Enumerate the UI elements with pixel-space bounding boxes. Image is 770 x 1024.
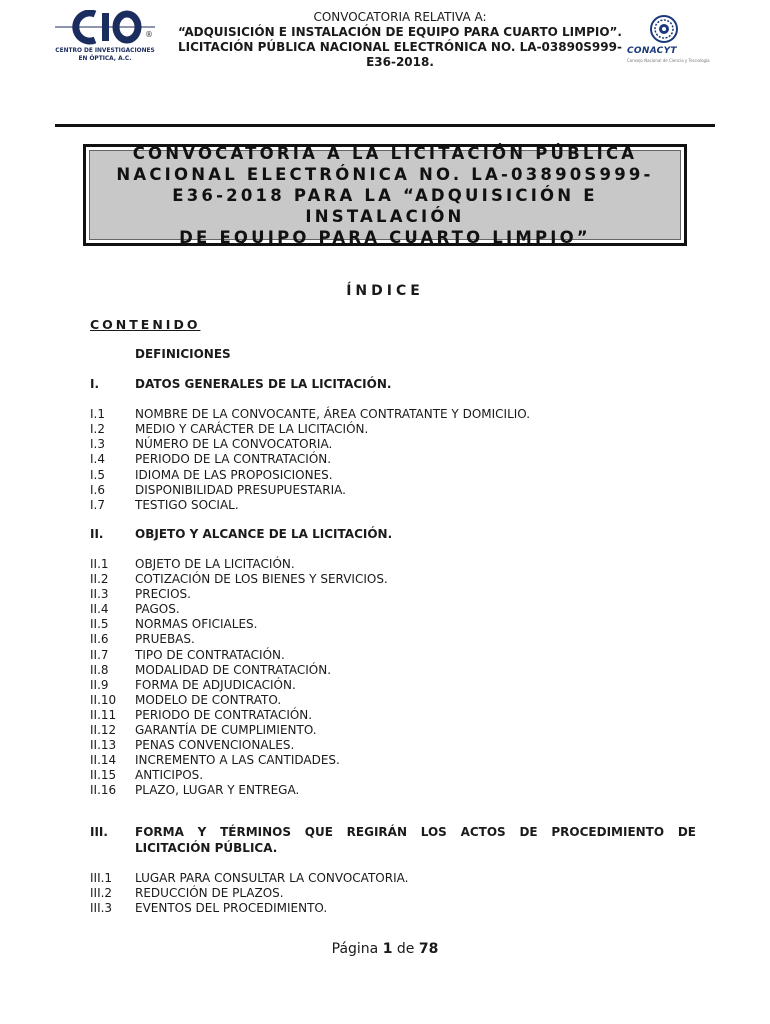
toc-item-label: PERIODO DE LA CONTRATACIÓN. [135,452,332,467]
header-line-2: “ADQUISICIÓN E INSTALACIÓN DE EQUIPO PARA CUARTO LIMPIO”. [178,25,622,39]
institution-name: CENTRO DE INVESTIGACIONES EN ÓPTICA, A.C. [55,46,155,62]
toc-item-number: I.4 [90,452,105,467]
contents-label: CONTENIDO [90,317,201,332]
toc-label-line-2: LICITACIÓN PÚBLICA. [135,840,278,855]
title-box [83,144,687,246]
toc-number: III. [90,825,108,840]
header-line-4: E36-2018. [366,55,434,69]
toc-label [135,825,696,855]
toc-item-number: II.1 [90,556,109,571]
header-line-1: CONVOCATORIA RELATIVA A: [313,10,487,24]
toc-item-number: II.10 [90,692,117,707]
title-line-3: E36-2018 PARA LA “ADQUISICIÓN E INSTALACIÓN [172,185,598,226]
toc-item[interactable] [90,632,696,647]
page-number: 1 [382,941,393,957]
toc-item-number: II.5 [90,617,109,632]
toc-definitions[interactable] [90,347,696,362]
toc-item-number: II.6 [90,632,109,647]
toc-item-number: II.13 [90,738,117,753]
toc-item-number: III.2 [90,885,113,900]
toc-item-number: II.4 [90,602,109,617]
toc-label: OBJETO Y ALCANCE DE LA LICITACIÓN. [135,526,393,541]
toc-item-label: PAGOS. [135,602,180,617]
toc-item[interactable] [90,452,696,467]
title-line-4: DE EQUIPO PARA CUARTO LIMPIO” [179,227,591,247]
toc-item[interactable] [90,678,696,693]
toc-item-label: ANTICIPOS. [135,768,204,783]
toc-item[interactable] [90,871,696,886]
title-line-1: CONVOCATORIA A LA LICITACIÓN PÚBLICA [132,143,638,163]
toc-number [90,347,135,362]
toc-item-number: II.15 [90,768,117,783]
toc-item-label: PRECIOS. [135,587,191,602]
toc-number: II. [90,526,104,541]
toc-item-number: II.7 [90,647,109,662]
toc-item[interactable] [90,738,696,753]
toc-item-label: PLAZO, LUGAR Y ENTREGA. [135,783,300,798]
toc-item[interactable] [90,557,696,572]
toc-item-label: MODELO DE CONTRATO. [135,692,282,707]
toc-item-label: LUGAR PARA CONSULTAR LA CONVOCATORIA. [135,870,409,885]
toc-item[interactable] [90,648,696,663]
title-box-inner [89,143,681,247]
conacyt-emblem-icon [649,14,679,44]
page-header [0,0,770,128]
toc-label: DATOS GENERALES DE LA LICITACIÓN. [135,377,392,392]
toc-item-label: GARANTÍA DE CUMPLIMIENTO. [135,722,317,737]
toc-item[interactable] [90,708,696,723]
toc-item-number: II.14 [90,753,117,768]
toc-item[interactable] [90,617,696,632]
toc-item[interactable] [90,783,696,798]
of-word: de [396,941,415,957]
conacyt-name: CONACYT [627,46,677,56]
toc-item[interactable] [90,602,696,617]
toc-item-label: MEDIO Y CARÁCTER DE LA LICITACIÓN. [135,422,369,437]
toc-item[interactable] [90,663,696,678]
cio-emblem-icon [55,10,155,46]
toc-item[interactable] [90,723,696,738]
toc-label: DEFINICIONES [135,347,231,361]
toc-item-label: NORMAS OFICIALES. [135,617,258,632]
toc-section-3[interactable] [90,825,696,855]
toc-item-number: I.3 [90,437,105,452]
toc-item-label: COTIZACIÓN DE LOS BIENES Y SERVICIOS. [135,572,388,587]
toc-item-label: NÚMERO DE LA CONVOCATORIA. [135,437,333,452]
toc-item-label: TIPO DE CONTRATACIÓN. [135,647,285,662]
toc-item-label: INCREMENTO A LAS CANTIDADES. [135,753,340,768]
toc-item-number: II.9 [90,677,109,692]
page-word: Página [331,941,379,957]
toc-item[interactable] [90,407,696,422]
page-total: 78 [418,941,439,957]
toc-item-label: OBJETO DE LA LICITACIÓN. [135,556,295,571]
toc-item-number: I.7 [90,497,105,512]
toc-item-label: FORMA DE ADJUDICACIÓN. [135,677,296,692]
conacyt-tagline: Consejo Nacional de Ciencia y Tecnología [627,58,710,63]
toc-item-label: MODALIDAD DE CONTRATACIÓN. [135,662,332,677]
table-of-contents [90,347,696,916]
toc-item[interactable] [90,498,696,513]
toc-item-number: II.3 [90,587,109,602]
toc-item-label: PERIODO DE CONTRATACIÓN. [135,707,313,722]
toc-section-1[interactable] [90,377,696,392]
toc-item-number: I.2 [90,422,105,437]
toc-item-number: II.12 [90,722,117,737]
toc-item-number: II.11 [90,707,117,722]
toc-number: I. [90,377,100,392]
toc-section-2[interactable] [90,527,696,542]
toc-item-number: II.8 [90,662,109,677]
document-title [90,143,680,248]
toc-item-label: PRUEBAS. [135,632,195,647]
toc-item[interactable] [90,468,696,483]
toc-item-number: III.3 [90,900,113,915]
toc-item[interactable] [90,572,696,587]
header-divider [55,124,715,127]
page-footer [0,941,770,957]
toc-item-label: EVENTOS DEL PROCEDIMIENTO. [135,900,328,915]
toc-item[interactable] [90,422,696,437]
toc-item-number: III.1 [90,870,113,885]
registered-mark: ® [145,30,153,39]
toc-item-number: I.1 [90,407,105,422]
index-heading: ÍNDICE [346,283,424,299]
toc-item[interactable] [90,886,696,901]
toc-item[interactable] [90,587,696,602]
toc-item-label: DISPONIBILIDAD PRESUPUESTARIA. [135,482,346,497]
toc-item[interactable] [90,901,696,916]
cio-logo [55,10,155,68]
toc-item-number: I.6 [90,482,105,497]
toc-item[interactable] [90,437,696,452]
toc-item[interactable] [90,693,696,708]
title-line-2: NACIONAL ELECTRÓNICA NO. LA-03890S999- [116,164,654,184]
toc-item-label: REDUCCIÓN DE PLAZOS. [135,885,284,900]
toc-item-label: IDIOMA DE LAS PROPOSICIONES. [135,467,333,482]
toc-item[interactable] [90,753,696,768]
toc-item[interactable] [90,768,696,783]
toc-label-line-1: FORMA Y TÉRMINOS QUE REGIRÁN LOS ACTOS DE PROCEDIMIENTO DE [135,825,696,840]
header-text [150,10,650,70]
header-line-3: LICITACIÓN PÚBLICA NACIONAL ELECTRÓNICA NO. LA-03890S999- [178,40,622,54]
toc-item-number: II.16 [90,783,117,798]
toc-item[interactable] [90,483,696,498]
toc-item-number: I.5 [90,467,105,482]
toc-item-label: PENAS CONVENCIONALES. [135,738,295,753]
toc-item-label: TESTIGO SOCIAL. [135,497,239,512]
toc-item-label: NOMBRE DE LA CONVOCANTE, ÁREA CONTRATANTE Y DOMICILIO. [135,407,531,422]
toc-item-number: II.2 [90,572,109,587]
conacyt-logo [625,14,710,64]
